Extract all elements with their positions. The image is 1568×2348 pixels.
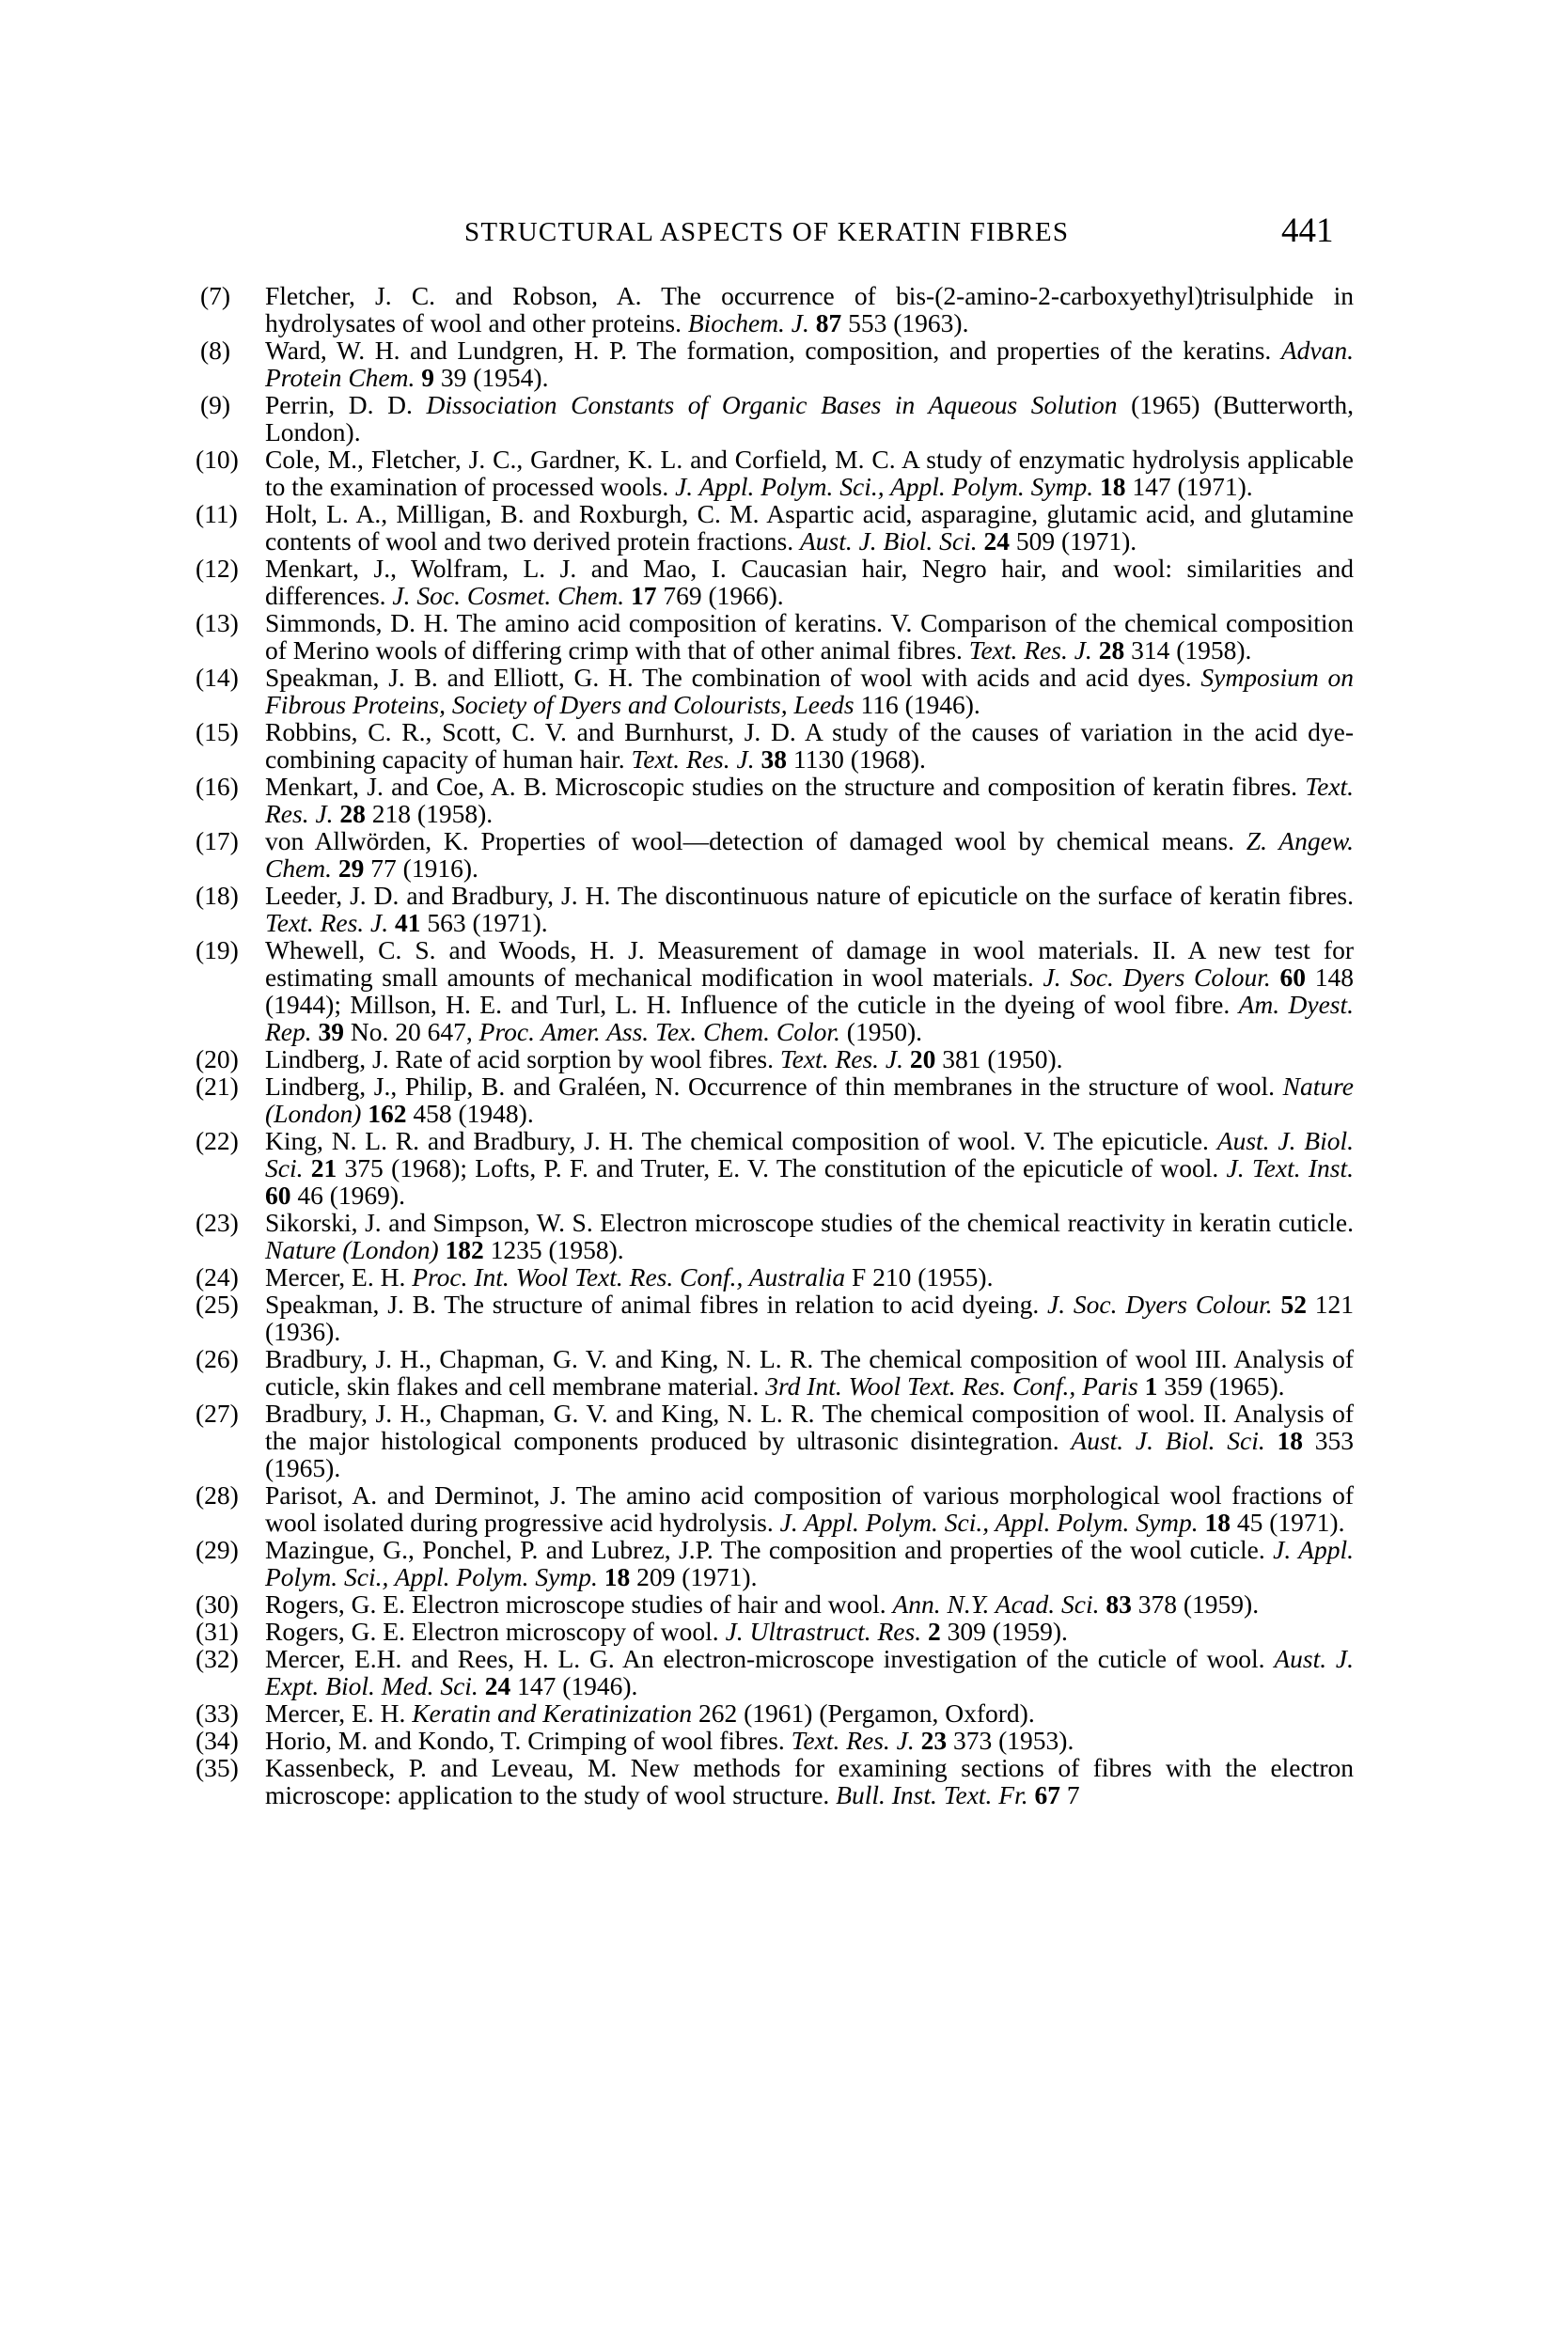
citation-text: Horio, M. and Kondo, T. Crimping of wool fibres. bbox=[265, 1726, 792, 1755]
reference-item bbox=[196, 608, 1354, 665]
citation-text bbox=[1271, 963, 1280, 992]
journal-title: Aust. J. Biol. Sci. bbox=[799, 526, 978, 556]
journal-title: Bull. Inst. Text. Fr. bbox=[836, 1780, 1028, 1809]
reference-text bbox=[265, 1589, 1259, 1619]
volume-number: 52 bbox=[1280, 1290, 1307, 1319]
reference-text bbox=[265, 1753, 1354, 1809]
reference-text bbox=[265, 1262, 993, 1291]
reference-text bbox=[265, 1208, 1354, 1264]
reference-item bbox=[200, 282, 1354, 337]
volume-number: 24 bbox=[484, 1671, 511, 1700]
citation-text: 148 (1944); Millson, H. E. and Turl, L. H. Influence of the cuticle in the dyeing of wool fibre. bbox=[265, 963, 1354, 1019]
volume-number: 18 bbox=[604, 1562, 631, 1591]
citation-text bbox=[915, 1726, 921, 1755]
journal-title: Keratin and Keratinization bbox=[412, 1698, 693, 1728]
citation-text bbox=[1199, 1508, 1205, 1537]
reference-text bbox=[265, 1072, 1354, 1128]
reference-number: (23) bbox=[196, 1208, 239, 1237]
citation-text: Rogers, G. E. Electron microscope studies of hair and wool. bbox=[265, 1589, 893, 1619]
citation-text bbox=[624, 581, 631, 610]
reference-text bbox=[265, 1344, 1354, 1401]
reference-number: (26) bbox=[196, 1344, 239, 1373]
citation-text: Holt, L. A., Milligan, B. and Roxburgh, C. M. Aspartic acid, asparagine, glutamic acid, and glutamine contents of wool and two derived protein fractions. bbox=[265, 499, 1354, 556]
citation-text bbox=[332, 853, 338, 883]
reference-number: (24) bbox=[196, 1262, 239, 1291]
volume-number: 17 bbox=[630, 581, 657, 610]
reference-item bbox=[196, 1208, 1354, 1264]
journal-title: Aust. J. Biol. Sci. bbox=[265, 1126, 1354, 1182]
reference-item bbox=[200, 391, 1354, 446]
journal-title: J. Soc. Dyers Colour. bbox=[1043, 963, 1271, 992]
volume-number: 20 bbox=[909, 1044, 936, 1073]
citation-text: Kassenbeck, P. and Leveau, M. New methods for examining sections of fibres with the electron microscope: application to the study of wool structure. bbox=[265, 1753, 1354, 1809]
volume-number: 21 bbox=[310, 1153, 337, 1182]
journal-title: J. Appl. Polym. Sci., Appl. Polym. Symp. bbox=[675, 472, 1094, 501]
journal-title: Nature (London) bbox=[265, 1235, 439, 1264]
citation-text: 1130 (1968). bbox=[786, 744, 926, 774]
volume-number: 60 bbox=[265, 1181, 291, 1210]
reference-number: (22) bbox=[196, 1126, 239, 1155]
journal-title: Text. Res. J. bbox=[968, 635, 1092, 665]
reference-item bbox=[196, 1044, 1354, 1073]
citation-text: Fletcher, J. C. and Robson, A. The occurrence of bis-(2-amino-2-carboxyethyl)trisulphide in hydrolysates of wool and other proteins. bbox=[265, 281, 1354, 337]
journal-title: Text. Res. J. bbox=[265, 908, 389, 937]
volume-number: 38 bbox=[760, 744, 787, 774]
reference-text bbox=[265, 1399, 1354, 1482]
citation-text: 509 (1971). bbox=[1009, 526, 1137, 556]
journal-title: Aust. J. Biol. Sci. bbox=[1071, 1426, 1265, 1455]
citation-text bbox=[303, 1153, 310, 1182]
volume-number: 9 bbox=[421, 363, 434, 392]
citation-text: 359 (1965). bbox=[1157, 1371, 1285, 1401]
journal-title: J. Ultrastruct. Res. bbox=[725, 1617, 922, 1646]
reference-text bbox=[265, 935, 1354, 1046]
citation-text: 7 bbox=[1060, 1780, 1080, 1809]
journal-title: Proc. Int. Wool Text. Res. Conf., Australia bbox=[412, 1262, 846, 1291]
citation-text: Speakman, J. B. and Elliott, G. H. The combination of wool with acids and acid dyes. bbox=[265, 663, 1201, 692]
citation-text: (1965) (Butterworth, London). bbox=[265, 390, 1354, 446]
citation-text: Lindberg, J. Rate of acid sorption by wool fibres. bbox=[265, 1044, 780, 1073]
reference-item bbox=[196, 935, 1354, 1046]
reference-item bbox=[196, 1072, 1354, 1128]
reference-item bbox=[196, 445, 1354, 501]
volume-number: 67 bbox=[1034, 1780, 1061, 1809]
citation-text: Menkart, J., Wolfram, L. J. and Mao, I. Caucasian hair, Negro hair, and wool: similarities and differences. bbox=[265, 554, 1354, 610]
journal-title: Text. Res. J. bbox=[791, 1726, 915, 1755]
reference-text bbox=[265, 1290, 1354, 1346]
journal-title: Dissociation Constants of Organic Bases in Aqueous Solution bbox=[426, 390, 1118, 419]
citation-text: Lindberg, J., Philip, B. and Graléen, N. Occurrence of thin membranes in the structure of wool. bbox=[265, 1072, 1283, 1101]
citation-text: 769 (1966). bbox=[656, 581, 784, 610]
reference-item bbox=[196, 1644, 1354, 1700]
journal-title: Aust. J. Expt. Biol. Med. Sci. bbox=[265, 1644, 1354, 1700]
citation-text: 353 (1965). bbox=[265, 1426, 1354, 1482]
citation-text: Mercer, E.H. and Rees, H. L. G. An electron-microscope investigation of the cuticle of wool. bbox=[265, 1644, 1275, 1673]
journal-title: J. Soc. Cosmet. Chem. bbox=[392, 581, 625, 610]
journal-title: J. Soc. Dyers Colour. bbox=[1047, 1290, 1273, 1319]
reference-number: (31) bbox=[196, 1617, 239, 1646]
reference-number: (20) bbox=[196, 1044, 239, 1073]
page-number: 441 bbox=[1281, 211, 1334, 250]
reference-item bbox=[196, 1589, 1354, 1619]
volume-number: 60 bbox=[1279, 963, 1307, 992]
reference-item bbox=[196, 772, 1354, 828]
reference-text bbox=[265, 1480, 1354, 1537]
reference-number: (8) bbox=[200, 336, 231, 365]
journal-title: J. Appl. Polym. Sci., Appl. Polym. Symp. bbox=[779, 1508, 1199, 1537]
citation-text bbox=[478, 1671, 485, 1700]
citation-text: Sikorski, J. and Simpson, W. S. Electron microscope studies of the chemical reactivity in keratin cuticle. bbox=[265, 1208, 1354, 1237]
citation-text: Leeder, J. D. and Bradbury, J. H. The discontinuous nature of epicuticle on the surface of keratin fibres. bbox=[265, 881, 1354, 910]
volume-number: 24 bbox=[983, 526, 1010, 556]
reference-item bbox=[196, 1399, 1354, 1482]
reference-text bbox=[265, 1126, 1354, 1210]
citation-text bbox=[1028, 1780, 1035, 1809]
reference-number: (27) bbox=[196, 1399, 239, 1428]
citation-text bbox=[312, 1017, 319, 1046]
reference-item bbox=[196, 663, 1354, 719]
reference-item bbox=[196, 1698, 1354, 1728]
citation-text bbox=[1138, 1371, 1145, 1401]
citation-text: Whewell, C. S. and Woods, H. J. Measurement of damage in wool materials. II. A new test for estimating small amounts of mechanical modification in wool materials. bbox=[265, 935, 1354, 992]
reference-number: (12) bbox=[196, 554, 239, 583]
citation-text: Rogers, G. E. Electron microscopy of wool. bbox=[265, 1617, 726, 1646]
reference-number: (29) bbox=[196, 1535, 239, 1564]
citation-text: King, N. L. R. and Bradbury, J. H. The chemical composition of wool. V. The epicuticle. bbox=[265, 1126, 1217, 1155]
volume-number: 23 bbox=[920, 1726, 948, 1755]
reference-text bbox=[265, 1644, 1354, 1700]
reference-number: (10) bbox=[196, 445, 239, 474]
citation-text: 314 (1958). bbox=[1124, 635, 1252, 665]
reference-item bbox=[196, 1480, 1354, 1537]
reference-item bbox=[196, 1753, 1354, 1809]
journal-title: Proc. Amer. Ass. Tex. Chem. Color. bbox=[478, 1017, 840, 1046]
citation-text bbox=[1092, 635, 1099, 665]
reference-text bbox=[265, 881, 1354, 937]
citation-text bbox=[903, 1044, 910, 1073]
citation-text: 121 (1936). bbox=[265, 1290, 1355, 1346]
journal-title: J. Appl. Polym. Sci., Appl. Polym. Symp. bbox=[265, 1535, 1354, 1591]
volume-number: 1 bbox=[1144, 1371, 1158, 1401]
reference-number: (13) bbox=[196, 608, 239, 637]
reference-item bbox=[196, 1126, 1354, 1210]
reference-number: (17) bbox=[196, 826, 239, 855]
citation-text: 1235 (1958). bbox=[483, 1235, 624, 1264]
journal-title: Text. Res. J. bbox=[265, 772, 1354, 828]
journal-title: Advan. Protein Chem. bbox=[265, 336, 1354, 392]
reference-number: (25) bbox=[196, 1290, 239, 1319]
citation-text: Parisot, A. and Derminot, J. The amino acid composition of various morphological wool fractions of wool isolated during progressive acid hydrolysis. bbox=[265, 1480, 1354, 1537]
reference-text bbox=[265, 281, 1354, 337]
citation-text: 373 (1953). bbox=[947, 1726, 1074, 1755]
reference-item bbox=[196, 1617, 1354, 1646]
citation-text: Simmonds, D. H. The amino acid composition of keratins. V. Comparison of the chemical composition of Merino wools of differing crimp with that of other animal fibres. bbox=[265, 608, 1354, 665]
reference-text bbox=[265, 1726, 1074, 1755]
reference-item bbox=[196, 826, 1354, 883]
reference-text bbox=[265, 499, 1354, 556]
volume-number: 29 bbox=[337, 853, 365, 883]
citation-text: Cole, M., Fletcher, J. C., Gardner, K. L. and Corfield, M. C. A study of enzymatic hydrolysis applicable to the examination of processed wools. bbox=[265, 445, 1354, 501]
reference-number: (11) bbox=[196, 499, 238, 528]
citation-text bbox=[388, 908, 395, 937]
reference-item bbox=[196, 1290, 1355, 1346]
citation-text bbox=[1265, 1426, 1278, 1455]
citation-text: F 210 (1955). bbox=[845, 1262, 994, 1291]
reference-number: (28) bbox=[196, 1480, 239, 1510]
citation-text: Bradbury, J. H., Chapman, G. V. and King, N. L. R. The chemical composition of wool. II. Analysis of the major histological components produced by ultrasonic disintegration. bbox=[265, 1399, 1354, 1455]
citation-text bbox=[921, 1617, 928, 1646]
volume-number: 18 bbox=[1277, 1426, 1303, 1455]
reference-text bbox=[265, 445, 1354, 501]
citation-text: 46 (1969). bbox=[290, 1181, 405, 1210]
journal-title: Z. Angew. Chem. bbox=[265, 826, 1354, 883]
running-title: STRUCTURAL ASPECTS OF KERATIN FIBRES bbox=[464, 217, 1070, 247]
citation-text: 563 (1971). bbox=[420, 908, 548, 937]
reference-number: (30) bbox=[196, 1589, 239, 1619]
reference-item bbox=[196, 554, 1354, 610]
reference-text bbox=[265, 336, 1354, 392]
citation-text: 262 (1961) (Pergamon, Oxford). bbox=[692, 1698, 1035, 1728]
volume-number: 28 bbox=[1098, 635, 1125, 665]
volume-number: 162 bbox=[368, 1099, 407, 1128]
citation-text: (1950). bbox=[839, 1017, 922, 1046]
citation-text: Bradbury, J. H., Chapman, G. V. and King, N. L. R. The chemical composition of wool III. Analysis of cuticle, skin flakes and cell membrane material. bbox=[265, 1344, 1354, 1401]
citation-text: 378 (1959). bbox=[1131, 1589, 1260, 1619]
volume-number: 182 bbox=[445, 1235, 484, 1264]
citation-text: Speakman, J. B. The structure of animal fibres in relation to acid dyeing. bbox=[265, 1290, 1048, 1319]
reference-text bbox=[265, 826, 1354, 883]
reference-number: (9) bbox=[200, 390, 231, 419]
reference-item bbox=[196, 717, 1354, 774]
volume-number: 39 bbox=[318, 1017, 345, 1046]
journal-title: Am. Dyest. Rep. bbox=[265, 990, 1354, 1046]
journal-title: Biochem. J. bbox=[687, 308, 809, 337]
journal-title: Ann. N.Y. Acad. Sci. bbox=[892, 1589, 1100, 1619]
volume-number: 41 bbox=[394, 908, 421, 937]
reference-number: (19) bbox=[196, 935, 239, 964]
citation-text: von Allwörden, K. Properties of wool—detection of damaged wool by chemical means. bbox=[265, 826, 1247, 855]
reference-item bbox=[196, 1262, 1354, 1291]
citation-text bbox=[809, 308, 816, 337]
reference-list bbox=[196, 281, 1355, 1809]
journal-title: Nature (London) bbox=[265, 1072, 1354, 1128]
citation-text: Perrin, D. D. bbox=[265, 390, 427, 419]
reference-text bbox=[265, 1698, 1035, 1728]
citation-text: 77 (1916). bbox=[364, 853, 478, 883]
reference-text bbox=[265, 1535, 1354, 1591]
volume-number: 18 bbox=[1099, 472, 1126, 501]
reference-item bbox=[196, 499, 1354, 556]
reference-number: (16) bbox=[196, 772, 239, 801]
reference-number: (18) bbox=[196, 881, 239, 910]
citation-text: Mercer, E. H. bbox=[265, 1262, 413, 1291]
volume-number: 28 bbox=[339, 799, 366, 828]
citation-text: 553 (1963). bbox=[841, 308, 969, 337]
reference-number: (34) bbox=[196, 1726, 239, 1755]
citation-text: Menkart, J. and Coe, A. B. Microscopic studies on the structure and composition of keratin fibres. bbox=[265, 772, 1306, 801]
reference-text bbox=[265, 554, 1354, 610]
reference-text bbox=[265, 1617, 1068, 1646]
citation-text: Mercer, E. H. bbox=[265, 1698, 413, 1728]
citation-text: 209 (1971). bbox=[630, 1562, 758, 1591]
reference-number: (33) bbox=[196, 1698, 239, 1728]
citation-text: Mazingue, G., Ponchel, P. and Lubrez, J.P. The composition and properties of the wool cuticle. bbox=[265, 1535, 1274, 1564]
citation-text bbox=[598, 1562, 604, 1591]
journal-title: Text. Res. J. bbox=[779, 1044, 903, 1073]
citation-text: 39 (1954). bbox=[434, 363, 549, 392]
citation-text: 458 (1948). bbox=[406, 1099, 534, 1128]
citation-text: Robbins, C. R., Scott, C. V. and Burnhurst, J. D. A study of the causes of variation in the acid dye-combining capacity of human hair. bbox=[265, 717, 1354, 774]
citation-text: 218 (1958). bbox=[365, 799, 494, 828]
reference-item bbox=[196, 1535, 1354, 1591]
reference-item bbox=[196, 1726, 1354, 1755]
citation-text: 116 (1946). bbox=[854, 690, 980, 719]
citation-text: 309 (1959). bbox=[940, 1617, 1068, 1646]
citation-text: 147 (1971). bbox=[1125, 472, 1253, 501]
citation-text: No. 20 647, bbox=[344, 1017, 479, 1046]
reference-item bbox=[196, 1344, 1354, 1401]
citation-text: 45 (1971). bbox=[1231, 1508, 1345, 1537]
volume-number: 83 bbox=[1105, 1589, 1132, 1619]
journal-title: 3rd Int. Wool Text. Res. Conf., Paris bbox=[765, 1371, 1138, 1401]
reference-item bbox=[196, 881, 1354, 937]
reference-text bbox=[265, 772, 1354, 828]
citation-text: 375 (1968); Lofts, P. F. and Truter, E. V. The constitution of the epicuticle of wool. bbox=[337, 1153, 1227, 1182]
reference-number: (21) bbox=[196, 1072, 239, 1101]
reference-text bbox=[265, 1044, 1063, 1073]
journal-title: J. Text. Inst. bbox=[1226, 1153, 1354, 1182]
reference-number: (14) bbox=[196, 663, 239, 692]
reference-text bbox=[265, 717, 1354, 774]
volume-number: 87 bbox=[815, 308, 842, 337]
journal-title: Text. Res. J. bbox=[631, 744, 755, 774]
reference-number: (7) bbox=[200, 281, 231, 310]
citation-text: 381 (1950). bbox=[935, 1044, 1063, 1073]
citation-text bbox=[1093, 472, 1100, 501]
reference-number: (32) bbox=[196, 1644, 239, 1673]
journal-title: Symposium on Fibrous Proteins, Society of Dyers and Colourists, Leeds bbox=[265, 663, 1354, 719]
reference-text bbox=[265, 663, 1354, 719]
reference-number: (35) bbox=[196, 1753, 239, 1782]
reference-text bbox=[265, 390, 1354, 446]
reference-number: (15) bbox=[196, 717, 239, 746]
reference-text bbox=[265, 608, 1354, 665]
volume-number: 18 bbox=[1204, 1508, 1231, 1537]
citation-text: 147 (1946). bbox=[510, 1671, 638, 1700]
volume-number: 2 bbox=[927, 1617, 941, 1646]
reference-item bbox=[200, 337, 1354, 391]
citation-text: Ward, W. H. and Lundgren, H. P. The formation, composition, and properties of the keratins. bbox=[265, 336, 1281, 365]
